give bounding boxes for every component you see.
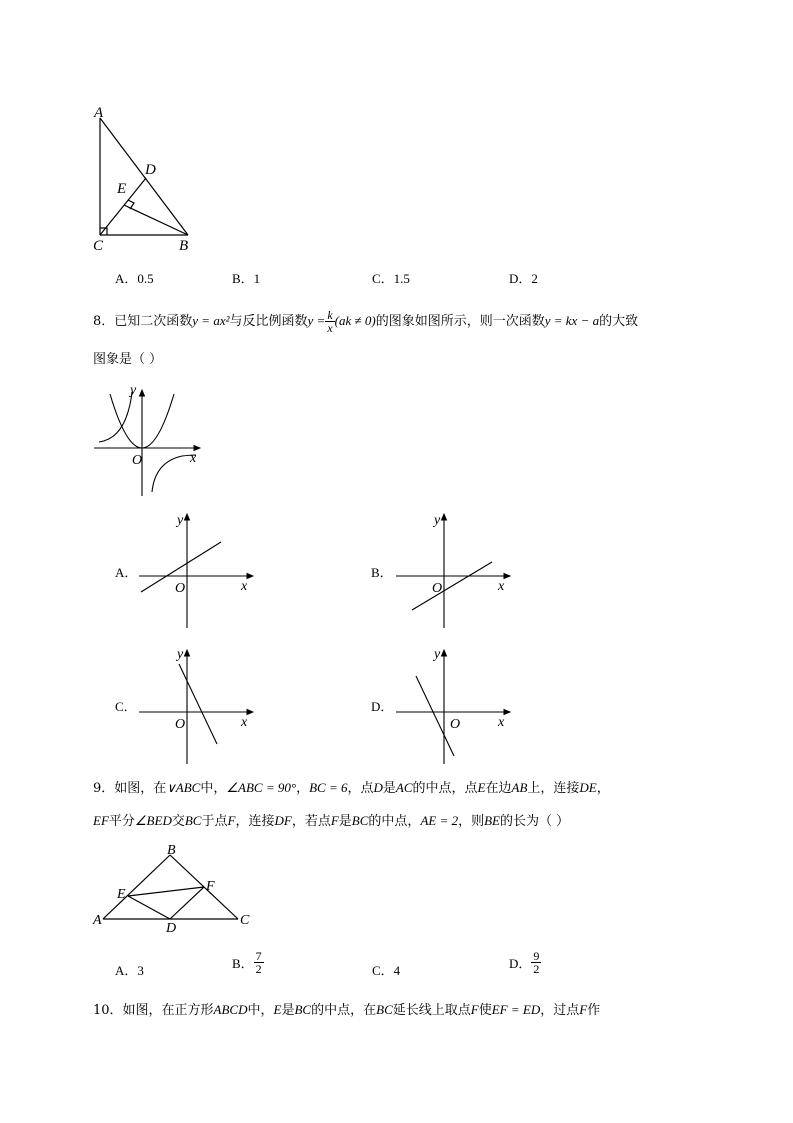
y-label: y [130, 383, 137, 398]
q9-t2: 中， [200, 781, 227, 796]
x-label: x [190, 451, 197, 466]
q8-line-2: 图象是（ ） [93, 352, 163, 367]
label-c: C [93, 238, 104, 254]
q8-text-4: 的大致 [599, 314, 639, 329]
origin-label: O [175, 581, 186, 596]
numerator: 9 [533, 949, 540, 963]
numerator: 7 [255, 949, 262, 963]
q9-t14: ，若点 [291, 814, 331, 829]
y-label: y [434, 513, 441, 528]
label-a: A [93, 913, 102, 928]
q10-point-f: F [470, 1002, 479, 1017]
denominator: 2 [255, 962, 262, 976]
y-label: y [177, 513, 184, 528]
denominator: 2 [533, 962, 540, 976]
q9-option-a[interactable]: A．3 [115, 963, 144, 978]
q9-ef: EF [93, 813, 109, 828]
q9-option-c[interactable]: C．4 [372, 963, 401, 978]
q8-given-graph [92, 382, 212, 500]
q8-option-b-graph[interactable] [392, 508, 517, 630]
q9-t13: ，连接 [235, 814, 275, 829]
q9-option-b-fraction [254, 950, 264, 975]
q10-t8: 作 [587, 1003, 601, 1018]
q9-t16: 的中点， [368, 814, 421, 829]
y-label: y [177, 647, 184, 662]
q9-option-d[interactable] [509, 950, 541, 975]
q9-point-f2: F [330, 813, 339, 828]
q8-eq-quadratic: y = ax² [192, 313, 230, 328]
line [416, 676, 454, 756]
q9-t12: 于点 [201, 814, 228, 829]
origin-label: O [432, 581, 443, 596]
q9-bc-value: BC = 6 [309, 780, 348, 795]
q10-bc: BC [294, 1002, 312, 1017]
segment-ab [100, 118, 188, 235]
q9-option-d-fraction [531, 950, 541, 975]
q10-t7: ，过点 [540, 1003, 580, 1018]
segment-ed [128, 896, 170, 919]
q9-t4: ，点 [347, 781, 374, 796]
line [179, 664, 217, 744]
q9-point-f: F [227, 813, 236, 828]
segment-ab [103, 855, 170, 919]
q9-t18: 的长为（ ） [500, 814, 570, 829]
y-label: y [434, 647, 441, 662]
label-e: E [117, 181, 127, 197]
q10-t4: 的中点，在 [311, 1003, 377, 1018]
q9-option-d-label: D． [509, 956, 532, 971]
segment-eb [124, 205, 188, 235]
q8-option-d[interactable]: D． [371, 699, 394, 714]
label-c: C [240, 913, 250, 928]
hyperbola-upper [99, 392, 132, 442]
q9-option-b[interactable] [232, 950, 264, 975]
q9-de: DE [579, 780, 597, 795]
q7-option-c[interactable]: C．1.5 [372, 271, 410, 286]
q8-option-a[interactable]: A． [115, 565, 138, 580]
q9-be: BE [484, 813, 500, 828]
segment-df [170, 887, 204, 919]
q9-t3: ， [296, 781, 310, 796]
q10-t6: 使 [478, 1003, 492, 1018]
q9-bc2: BC [351, 813, 369, 828]
q8-option-b[interactable]: B． [371, 565, 393, 580]
label-d: D [166, 921, 177, 935]
q9-angle-abc: ∠ABC = 90° [226, 780, 297, 795]
q9-point-d: D [373, 780, 383, 795]
q8-line-1 [93, 309, 638, 334]
q8-option-c[interactable]: C． [115, 699, 137, 714]
q10-bc2: BC [376, 1002, 393, 1017]
origin-label: O [450, 717, 461, 732]
q10-point-e: E [273, 1002, 282, 1017]
q10-point-f2: F [579, 1002, 588, 1017]
q8-eq-inverse-left: y = [307, 313, 326, 328]
q9-t1: 9．如图，在 [93, 781, 167, 796]
label-a: A [94, 105, 104, 121]
x-label: x [498, 579, 505, 594]
label-d: D [145, 162, 156, 178]
q9-t11: 交 [171, 814, 185, 829]
q10-t1: 10．如图，在正方形 [93, 1003, 214, 1018]
q10-t5: 延长线上取点 [392, 1003, 471, 1018]
q10-t2: 中， [247, 1003, 274, 1018]
q8-eq-inverse-cond: (ak ≠ 0) [334, 313, 376, 328]
q9-point-e: E [477, 780, 486, 795]
q7-option-a[interactable]: A．0.5 [115, 271, 154, 286]
q10-line-1 [93, 1001, 600, 1020]
q8-option-a-graph[interactable] [135, 508, 260, 630]
q9-t15: 是 [338, 814, 352, 829]
q9-ac: AC [395, 780, 413, 795]
q8-option-d-graph[interactable] [392, 644, 517, 766]
q10-t3: 是 [281, 1003, 295, 1018]
x-label: x [241, 715, 248, 730]
q8-text-2: 与反比例函数 [229, 314, 308, 329]
q8-frac-den: x [327, 321, 333, 335]
q9-triangle-figure [90, 840, 260, 935]
q9-ab: AB [511, 780, 528, 795]
origin-label: O [132, 453, 143, 468]
q9-t17: ，则 [458, 814, 485, 829]
q8-fraction-k-over-x [325, 309, 334, 334]
label-f: F [206, 879, 215, 894]
q8-eq-linear: y = kx − a [544, 313, 600, 328]
x-label: x [241, 579, 248, 594]
q9-triangle-abc: ∨ABC [166, 780, 201, 795]
q10-square-abcd: ABCD [213, 1002, 248, 1017]
q9-t5: 是 [382, 781, 396, 796]
q9-option-b-label: B． [232, 956, 254, 971]
q9-df: DF [274, 813, 292, 828]
q9-angle-bed: ∠BED [134, 813, 172, 828]
q9-t6: 的中点，点 [412, 781, 478, 796]
segment-ef [128, 887, 204, 896]
q9-line-1 [93, 779, 610, 798]
label-b: B [167, 843, 176, 858]
q9-t7: 在边 [485, 781, 512, 796]
q7-option-b[interactable]: B．1 [232, 271, 261, 286]
q8-text-3: 的图象如图所示，则一次函数 [375, 314, 545, 329]
q7-triangle-figure [88, 100, 208, 255]
line [412, 562, 492, 610]
q9-line-2 [93, 812, 569, 831]
label-b: B [179, 238, 189, 254]
q7-option-d[interactable]: D．2 [509, 271, 538, 286]
q9-t8: 上，连接 [527, 781, 580, 796]
q9-ae-value: AE = 2 [420, 813, 459, 828]
q8-text-1: 8．已知二次函数 [93, 314, 193, 329]
origin-label: O [175, 717, 186, 732]
q9-t10: 平分 [108, 814, 135, 829]
q9-t9: ， [596, 781, 610, 796]
label-e: E [117, 887, 126, 902]
q8-option-c-graph[interactable] [135, 644, 260, 766]
q9-bc: BC [184, 813, 202, 828]
q10-ef-eq-ed: EF = ED [491, 1002, 541, 1017]
q8-frac-num: k [327, 308, 333, 322]
x-label: x [498, 715, 505, 730]
